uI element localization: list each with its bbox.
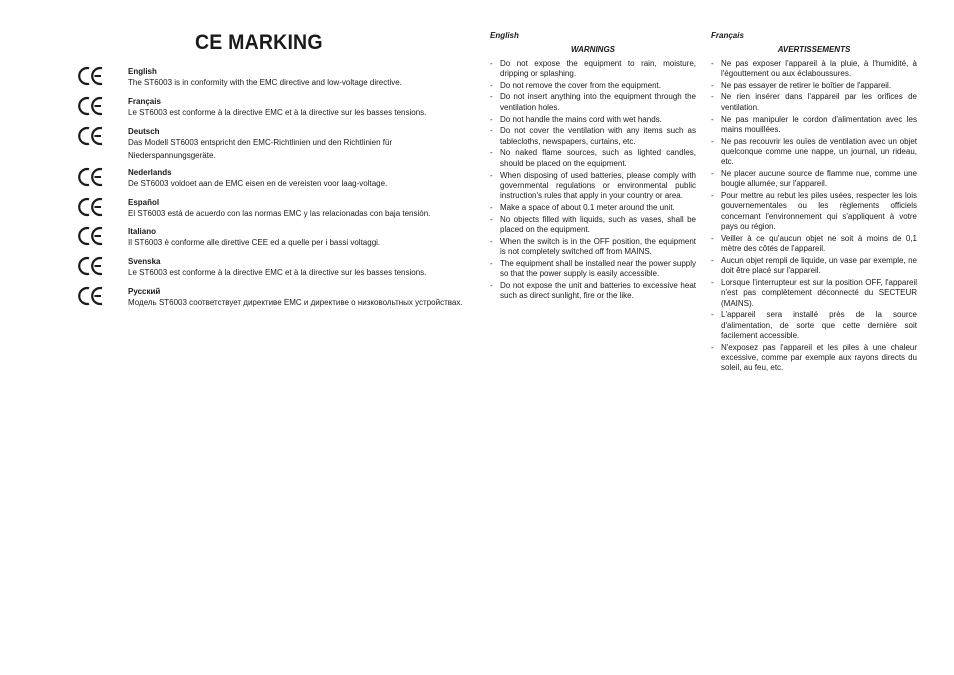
warning-item: - Do not expose the unit and batteries to excessive heat such as direct sunlight, fire or the like. <box>490 281 696 302</box>
ce-entry-text: De ST6003 voldoet aan de EMC eisen en de vereisten voor laag-voltage. <box>128 179 388 188</box>
ce-entry-text: Le ST6003 est conforme à la directive EMC et à la directive sur les basses tensions. <box>128 108 427 117</box>
warning-item: - Do not handle the mains cord with wet hands. <box>490 115 696 125</box>
warning-item: - When the switch is in the OFF position, the equipment is not completely switched off from MAINS. <box>490 237 696 258</box>
warning-item: - Ne rien insérer dans l'appareil par les orifices de ventilation. <box>711 92 917 113</box>
warning-item: - L'appareil sera installé près de la source d'alimentation, de sorte que cette dernière soit facilement accessible. <box>711 310 917 341</box>
warning-item: - Ne pas manipuler le cordon d'alimentation avec les mains mouillées. <box>711 115 917 136</box>
warning-item: - Do not cover the ventilation with any items such as tablecloths, newspapers, curtains, etc. <box>490 126 696 147</box>
warning-item: - Do not remove the cover from the equipment. <box>490 81 696 91</box>
warning-item: - Do not expose the equipment to rain, moisture, dripping or splashing. <box>490 59 696 80</box>
ce-mark-icon <box>78 197 104 217</box>
ce-mark-icon <box>78 66 104 86</box>
warnings-heading: AVERTISSEMENTS <box>777 45 851 55</box>
ce-entry-text: Модель ST6003 соответствует директиве EMC и директиве о низковольтных устройствах. <box>128 298 463 307</box>
english-warnings-column <box>490 31 696 303</box>
column-language: English <box>490 31 519 40</box>
ce-entry-text: Das Modell ST6003 entspricht den EMC-Richtlinien und den Richtlinien für Niederspannungsgeräte. <box>128 138 393 160</box>
warning-item: - N'exposez pas l'appareil et les piles à une chaleur excessive, comme par exemple aux rayons directs du soleil, au feu, etc. <box>711 343 917 374</box>
warning-item: - Ne pas recouvrir les ouïes de ventilation avec un objet quelconque comme une nappe, un journal, un rideau, etc. <box>711 137 917 168</box>
ce-entry-lang: Italiano <box>128 227 157 236</box>
warning-item: - Make a space of about 0.1 meter around the unit. <box>490 203 696 213</box>
warnings-list <box>711 59 917 374</box>
warning-item: - Lorsque l'interrupteur est sur la position OFF, l'appareil n'est pas complètement déconnecté du SECTEUR (MAINS). <box>711 278 917 309</box>
ce-mark-icon <box>78 96 104 116</box>
ce-entry-text: Il ST6003 è conforme alle direttive CEE ed a quelle per i bassi voltaggi. <box>128 238 381 247</box>
ce-entry-lang: Русский <box>128 287 161 296</box>
ce-entry-text: The ST6003 is in conformity with the EMC directive and low-voltage directive. <box>128 78 402 87</box>
warning-item: - Pour mettre au rebut les piles usées, respecter les lois gouvernementales ou les règlements officiels concernant l'environnement qui s'appliquent à votre pays ou région. <box>711 191 917 232</box>
ce-entry-text: Le ST6003 est conforme à la directive EMC et à la directive sur les basses tensions. <box>128 268 427 277</box>
ce-mark-icon <box>78 256 104 276</box>
warning-item: - Do not insert anything into the equipment through the ventilation holes. <box>490 92 696 113</box>
warning-item: - No naked flame sources, such as lighted candles, should be placed on the equipment. <box>490 148 696 169</box>
warning-item: - Ne pas exposer l'appareil à la pluie, à l'humidité, à l'égouttement ou aux éclaboussures. <box>711 59 917 80</box>
warning-item: - Ne pas essayer de retirer le boîtier de l'appareil. <box>711 81 917 91</box>
ce-entry-lang: Español <box>128 198 160 207</box>
page-title: CE MARKING <box>195 31 323 54</box>
ce-entry-lang: Français <box>128 97 161 106</box>
ce-mark-icon <box>78 226 104 246</box>
warning-item: - Veiller à ce qu'aucun objet ne soit à moins de 0,1 mètre des côtés de l'appareil. <box>711 234 917 255</box>
warning-item: - Ne placer aucune source de flamme nue, comme une bougie allumée, sur l'appareil. <box>711 169 917 190</box>
ce-entry-lang: Svenska <box>128 257 161 266</box>
ce-entry-lang: Nederlands <box>128 168 172 177</box>
ce-entry-lang: Deutsch <box>128 127 160 136</box>
warning-item: - Aucun objet rempli de liquide, un vase par exemple, ne doit être placé sur l'appareil. <box>711 256 917 277</box>
french-warnings-column <box>711 31 917 375</box>
warning-item: - When disposing of used batteries, please comply with governmental regulations or environmental public instruction's rules that apply in your country or area. <box>490 171 696 202</box>
ce-mark-icon <box>78 286 104 306</box>
ce-entry-text: El ST6003 está de acuerdo con las normas EMC y las relacionadas con baja tensión. <box>128 209 431 218</box>
ce-mark-icon <box>78 126 104 146</box>
warnings-heading: WARNINGS <box>571 45 615 55</box>
warning-item: - The equipment shall be installed near the power supply so that the power supply is easily accessible. <box>490 259 696 280</box>
column-language: Français <box>711 31 744 40</box>
ce-mark-icon <box>78 167 104 187</box>
ce-entry-lang: English <box>128 67 157 76</box>
warning-item: - No objects filled with liquids, such as vases, shall be placed on the equipment. <box>490 215 696 236</box>
warnings-list <box>490 59 696 302</box>
